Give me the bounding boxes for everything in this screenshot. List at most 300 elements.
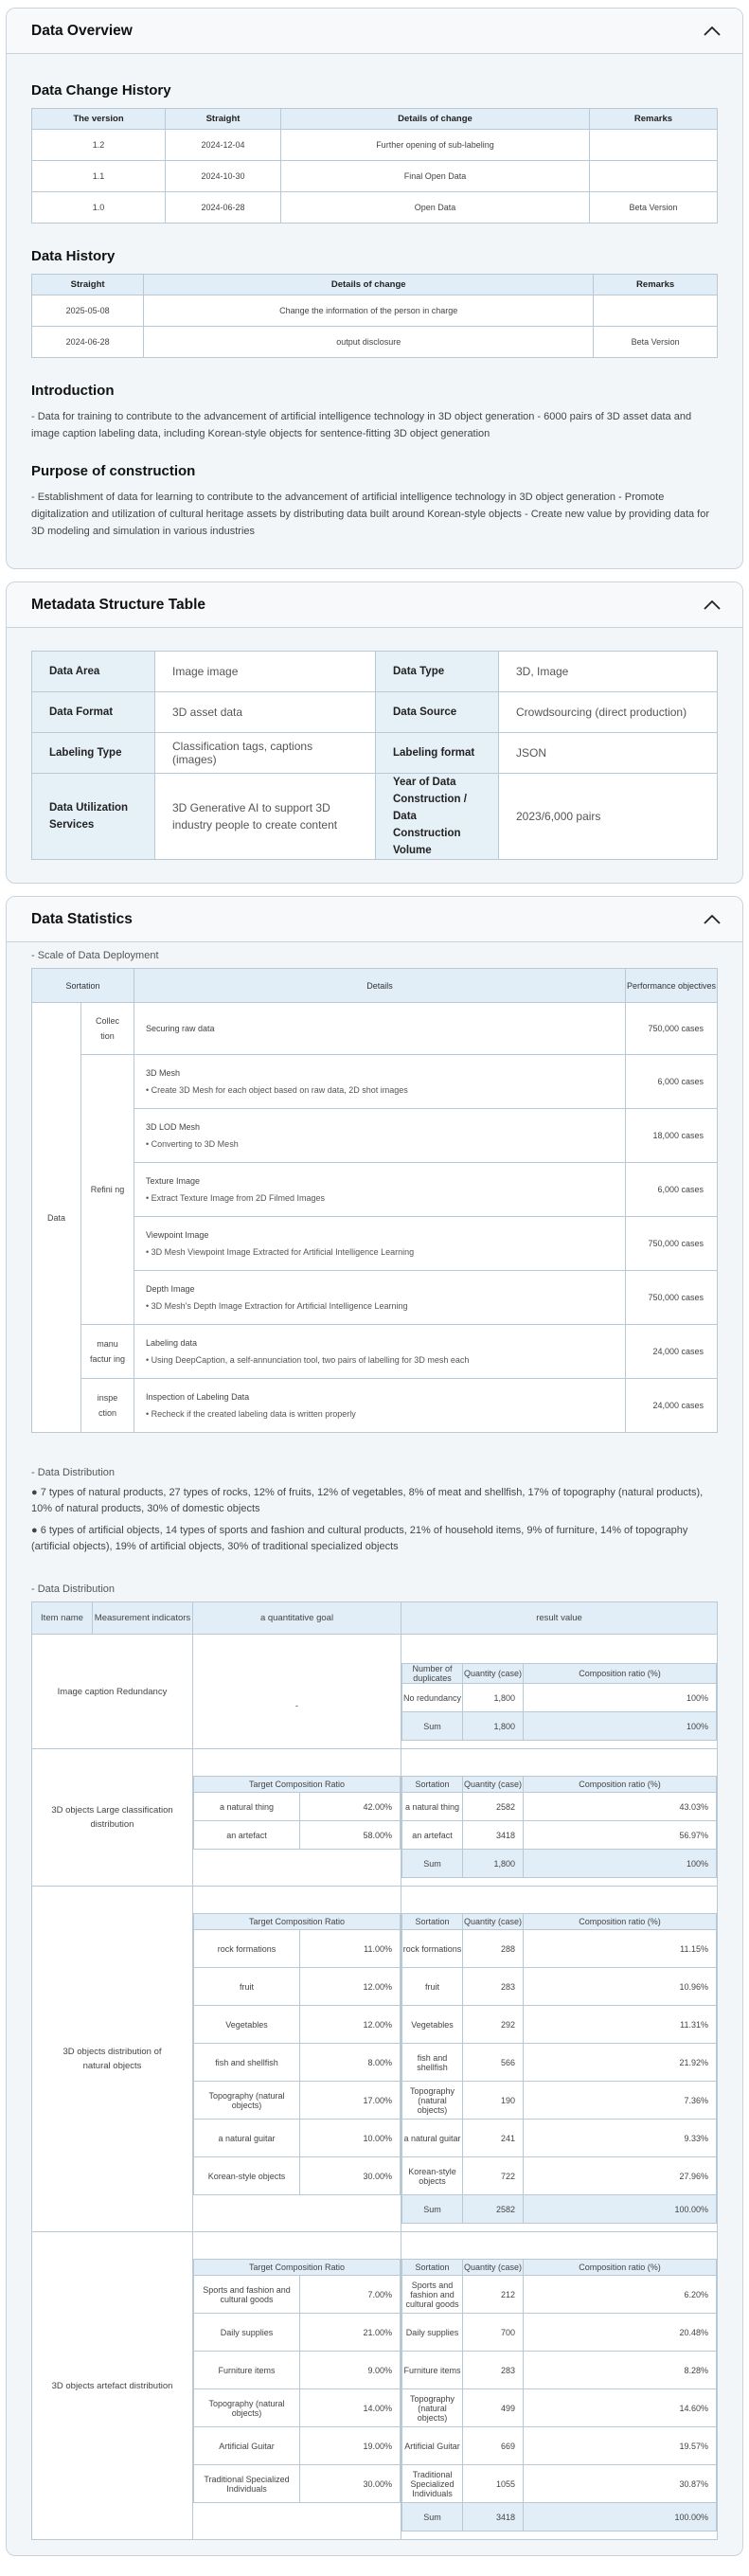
objective-cell: 6,000 cases [626,1163,718,1217]
subtable-cell: Traditional Specialized Individuals [402,2465,463,2503]
distribution-caption: - Data Distribution [31,1467,116,1478]
subtable-cell: 21.00% [300,2314,401,2352]
objective-cell: 750,000 cases [626,1003,718,1055]
subtable-cell: fruit [194,1968,300,2006]
section-title: Purpose of construction [31,463,196,479]
subtable-cell: 10.00% [300,2120,401,2157]
subtable-cell: 212 [463,2276,524,2314]
subtable-row [402,1930,717,1968]
table-cell: 2024-06-28 [32,327,144,358]
subtable-cell: 9.00% [300,2352,401,2389]
subtable-cell: 1055 [463,2465,524,2503]
subtable-holder [401,2232,718,2540]
subtable-cell: 10.96% [524,1968,717,2006]
subtable-header: Sortation [402,1914,463,1930]
chevron-up-icon[interactable] [701,910,723,929]
details-cell [134,1055,626,1109]
data-overview-panel [6,8,743,569]
subtable-header-row [194,1777,401,1793]
chevron-up-icon[interactable] [701,596,723,615]
details-title: Labeling data [146,1338,198,1348]
table-cell: Beta Version [589,192,717,224]
subtable-cell: 14.00% [300,2389,401,2427]
subtable-row [194,2352,401,2389]
table-row [32,1055,718,1109]
subtable-cell: 11.31% [524,2006,717,2044]
subtable-row [194,2427,401,2465]
header-item-name: Item name [32,1602,93,1635]
subtable-header-row [402,2260,717,2276]
metadata-value: Image image [155,652,376,692]
subtable-cell: 669 [463,2427,524,2465]
subtable-header: Target Composition Ratio [194,1914,401,1930]
subtable-row [194,2157,401,2195]
data-history-table [31,274,718,358]
details-cell [134,1379,626,1433]
details-bullet: • 3D Mesh Viewpoint Image Extracted for Artificial Intelligence Learning [146,1247,415,1257]
subtable-cell: 12.00% [300,2006,401,2044]
table-cell: 1.1 [32,161,166,192]
subtable-row [402,2352,717,2389]
subtable-row [402,1684,717,1712]
details-cell [134,1325,626,1379]
subtable-cell: 21.92% [524,2044,717,2082]
subtable-row [402,2044,717,2082]
subtable-cell: 11.15% [524,1930,717,1968]
column-header: Details of change [144,275,594,295]
subtable-cell: 499 [463,2389,524,2427]
column-header: Details of change [281,109,590,130]
subtable-cell: 43.03% [524,1793,717,1821]
subtable-cell: 566 [463,2044,524,2082]
objective-cell: 6,000 cases [626,1055,718,1109]
table-cell: Beta Version [594,327,718,358]
subtable-cell: 9.33% [524,2120,717,2157]
details-title: Inspection of Labeling Data [146,1392,250,1402]
metadata-value: JSON [499,733,718,774]
details-title: Securing raw data [146,1024,215,1033]
subtable-cell: 30.00% [300,2465,401,2503]
spacer [193,2503,401,2511]
subtable-header: Composition ratio (%) [524,1914,717,1930]
result-subtable [401,1776,717,1878]
subtable-cell: 20.48% [524,2314,717,2352]
table-row [32,161,718,192]
table-cell: 1.2 [32,130,166,161]
sum-cell: 100.00% [524,2195,717,2224]
table-row [32,1109,718,1163]
table-cell: 2024-10-30 [165,161,280,192]
subtable-row [194,2006,401,2044]
subtable-cell: 283 [463,2352,524,2389]
subtable-header: Composition ratio (%) [524,2260,717,2276]
sum-cell: Sum [402,2195,463,2224]
subtable-sum-row [402,2195,717,2224]
metadata-key: Year of Data Construction / Data Construction Volume [376,774,499,860]
subtable-cell: a natural guitar [402,2120,463,2157]
metadata-value: 3D asset data [155,692,376,733]
subtable-cell: Daily supplies [194,2314,300,2352]
sum-cell: 100% [524,1850,717,1878]
table-row [32,295,718,327]
spacer [401,2224,717,2231]
table-row [32,130,718,161]
subtable-header: Target Composition Ratio [194,2260,401,2276]
subtable-cell: 3418 [463,1821,524,1850]
details-cell [134,1003,626,1055]
subtable-holder [401,1635,718,1749]
subtable-row [402,2465,717,2503]
stage-cell: Collec tion [81,1003,134,1055]
result-subtable [401,1913,717,2224]
header-goal: a quantitative goal [193,1602,401,1635]
spacer [401,1741,717,1748]
subtable-cell: a natural thing [194,1793,300,1821]
sum-cell: Sum [402,1712,463,1741]
table-row [32,1003,718,1055]
subtable-header: Quantity (case) [463,1664,524,1684]
subtable-holder [401,1887,718,2232]
subtable-cell: 283 [463,1968,524,2006]
details-bullet: • Create 3D Mesh for each object based on raw data, 2D shot images [146,1085,408,1095]
section-title: Introduction [31,383,115,399]
details-title: Depth Image [146,1284,195,1294]
subtable-header: Sortation [402,1777,463,1793]
statistics-header[interactable] [7,897,742,942]
stage-cell: Refini ng [81,1055,134,1325]
header-result: result value [401,1602,718,1635]
subtable-row [194,1930,401,1968]
table-cell: 2024-12-04 [165,130,280,161]
sum-cell: 1,800 [463,1850,524,1878]
subtable-header: Number of duplicates [402,1664,463,1684]
objective-cell: 24,000 cases [626,1325,718,1379]
subtable-cell: 241 [463,2120,524,2157]
result-subtable [401,2259,717,2531]
subtable-cell: 12.00% [300,1968,401,2006]
table-row [32,1217,718,1271]
subtable-row [402,2276,717,2314]
header-measurement: Measurement indicators [93,1602,193,1635]
subtable-row [194,2082,401,2120]
metadata-table [31,651,718,860]
table-cell: Open Data [281,192,590,224]
distribution-table [31,1601,718,2540]
table-cell: 2024-06-28 [165,192,280,224]
subtable-cell: 14.60% [524,2389,717,2427]
section-title: Data History [31,248,116,264]
subtable-cell: an artefact [402,1821,463,1850]
metadata-row [32,774,718,860]
column-header: Remarks [589,109,717,130]
subtable-row [402,2120,717,2157]
column-header: Straight [165,109,280,130]
spacer [193,1850,401,1857]
result-subtable [401,1663,717,1741]
subtable-cell: Artificial Guitar [402,2427,463,2465]
subtable-cell: rock formations [402,1930,463,1968]
table-row [32,1325,718,1379]
subtable-row [402,2157,717,2195]
details-cell [134,1271,626,1325]
item-name-cell: 3D objects Large classification distribution [32,1749,193,1887]
subtable-cell: a natural guitar [194,2120,300,2157]
metadata-value: Classification tags, captions (images) [155,733,376,774]
column-header: Straight [32,275,144,295]
subtable-cell: Traditional Specialized Individuals [194,2465,300,2503]
subtable-row [194,2276,401,2314]
subtable-cell: 700 [463,2314,524,2352]
subtable-row [402,1821,717,1850]
sum-cell: 1,800 [463,1712,524,1741]
item-name-cell: 3D objects artefact distribution [32,2232,193,2540]
panel-title: Metadata Structure Table [31,596,206,613]
table-cell: Change the information of the person in charge [144,295,594,327]
subtable-cell: 7.36% [524,2082,717,2120]
data-overview-header[interactable] [7,9,742,54]
header-objectives: Performance objectives [626,969,718,1003]
metadata-row [32,692,718,733]
subtable-row [194,2120,401,2157]
subtable-row [194,1821,401,1850]
table-row [32,327,718,358]
table-cell: Further opening of sub-labeling [281,130,590,161]
subtable-header: Quantity (case) [463,1777,524,1793]
subtable-row [402,2427,717,2465]
introduction-text: - Data for training to contribute to the advancement of artificial intelligence technology in 3D object generation - 6000 pairs of 3D asset data and image caption labeling data, including Korean-style objects for sentence-fitting 3D object generation [31,411,692,439]
sum-cell: Sum [402,2503,463,2531]
subtable-row [402,2006,717,2044]
metadata-value: 3D Generative AI to support 3D industry people to create content [155,774,376,860]
details-bullet: • Recheck if the created labeling data is written properly [146,1409,356,1419]
table-cell: output disclosure [144,327,594,358]
subtable-cell: Artificial Guitar [194,2427,300,2465]
subtable-row [402,2389,717,2427]
subtable-header-row [402,1664,717,1684]
column-header: The version [32,109,166,130]
panel-title: Data Statistics [31,910,133,927]
subtable-cell: 11.00% [300,1930,401,1968]
header-sortation: Sortation [32,969,134,1003]
subtable-holder [193,2232,401,2540]
subtable-cell: fruit [402,1968,463,2006]
subtable-sum-row [402,2503,717,2531]
metadata-key: Data Area [32,652,155,692]
details-bullet: • Using DeepCaption, a self-annunciation tool, two pairs of labelling for 3D mesh each [146,1355,470,1365]
sum-cell: Sum [402,1850,463,1878]
details-title: Viewpoint Image [146,1230,209,1240]
distribution-row [32,1749,718,1887]
subtable-cell: 30.87% [524,2465,717,2503]
subtable-cell: 8.28% [524,2352,717,2389]
subtable-cell: 190 [463,2082,524,2120]
sum-cell: 3418 [463,2503,524,2531]
change-history-table [31,108,718,224]
subtable-cell: 56.97% [524,1821,717,1850]
subtable-cell: 288 [463,1930,524,1968]
distribution-row [32,1635,718,1749]
purpose-text: - Establishment of data for learning to contribute to the advancement of artificial intelligence technology in 3D object generation - Promote digitalization and utilization of cultural heritage assets by distributing data built around Korean-style objects - Create new value by providing data for 3D modeling and simulation in various industries [31,492,710,537]
subtable-cell: rock formations [194,1930,300,1968]
goal-cell: - [193,1635,401,1749]
subtable-header: Sortation [402,2260,463,2276]
metadata-value: 3D, Image [499,652,718,692]
spacer [401,2531,717,2539]
subtable-cell: Daily supplies [402,2314,463,2352]
subtable-row [402,2314,717,2352]
subtable-sum-row [402,1712,717,1741]
details-title: 3D Mesh [146,1068,181,1078]
subtable-holder [193,1887,401,2232]
target-subtable [193,2259,401,2503]
subtable-header: Composition ratio (%) [524,1777,717,1793]
distribution-natural-text: ● 7 types of natural products, 27 types of rocks, 12% of fruits, 12% of vegetables, 8% of meat and shellfish, 17% of topography (natural products), 10% of natural products, 30% of domestic objects [31,1487,704,1514]
subtable-cell: Korean-style objects [402,2157,463,2195]
subtable-cell: 42.00% [300,1793,401,1821]
subtable-row [402,2082,717,2120]
subtable-cell: 19.00% [300,2427,401,2465]
subtable-cell: Vegetables [402,2006,463,2044]
subtable-header: Composition ratio (%) [524,1664,717,1684]
subtable-row [194,2389,401,2427]
item-name-cell: 3D objects distribution of natural objects [32,1887,193,2232]
subtable-header-row [402,1914,717,1930]
sum-cell: 100% [524,1712,717,1741]
column-header: Remarks [594,275,718,295]
table-cell [589,161,717,192]
subtable-cell: Topography (natural objects) [402,2389,463,2427]
subtable-cell: 2582 [463,1793,524,1821]
table-cell [589,130,717,161]
metadata-key: Labeling Type [32,733,155,774]
panel-title: Data Overview [31,22,133,39]
table-cell [594,295,718,327]
metadata-panel [6,581,743,884]
subtable-row [402,1968,717,2006]
header-details: Details [134,969,626,1003]
objective-cell: 24,000 cases [626,1379,718,1433]
subtable-cell: 8.00% [300,2044,401,2082]
distribution-artificial-text: ● 6 types of artificial objects, 14 types of sports and fashion and cultural products, 21% of household items, 9% of furniture, 14% of topography (artificial objects), 19% of artificial objects, 30% of traditional specialized objects [31,1525,688,1552]
subtable-sum-row [402,1850,717,1878]
details-bullet: • 3D Mesh's Depth Image Extraction for Artificial Intelligence Learning [146,1301,408,1311]
subtable-cell: an artefact [194,1821,300,1850]
subtable-cell: 722 [463,2157,524,2195]
details-title: Texture Image [146,1176,201,1186]
subtable-row [194,2314,401,2352]
spacer [193,2195,401,2203]
metadata-row [32,652,718,692]
subtable-row [194,1793,401,1821]
subtable-header: Quantity (case) [463,1914,524,1930]
subtable-cell: Furniture items [194,2352,300,2389]
subtable-header: Quantity (case) [463,2260,524,2276]
table-row [32,1271,718,1325]
distribution-row [32,2232,718,2540]
target-subtable [193,1776,401,1850]
subtable-cell: 30.00% [300,2157,401,2195]
subtable-cell: 19.57% [524,2427,717,2465]
subtable-cell: Topography (natural objects) [194,2082,300,2120]
subtable-cell: Furniture items [402,2352,463,2389]
subtable-row [194,1968,401,2006]
subtable-cell: Topography (natural objects) [402,2082,463,2120]
subtable-header: Target Composition Ratio [194,1777,401,1793]
details-cell [134,1163,626,1217]
subtable-cell: 27.96% [524,2157,717,2195]
distribution-row [32,1887,718,2232]
details-title: 3D LOD Mesh [146,1122,201,1132]
target-subtable [193,1913,401,2195]
deployment-scale-table [31,968,718,1433]
subtable-holder [401,1749,718,1887]
subtable-cell: 6.20% [524,2276,717,2314]
subtable-cell: 100% [524,1684,717,1712]
subtable-header-row [402,1777,717,1793]
item-name-cell: Image caption Redundancy [32,1635,193,1749]
subtable-row [402,1793,717,1821]
metadata-value: Crowdsourcing (direct production) [499,692,718,733]
metadata-key: Data Utilization Services [32,774,155,860]
table-cell: 1.0 [32,192,166,224]
scale-caption: - Scale of Data Deployment [31,950,159,961]
sum-cell: 100.00% [524,2503,717,2531]
distribution-table-caption: - Data Distribution [31,1583,116,1595]
chevron-up-icon[interactable] [701,22,723,41]
subtable-cell: 17.00% [300,2082,401,2120]
metadata-row [32,733,718,774]
objective-cell: 750,000 cases [626,1217,718,1271]
subtable-cell: Topography (natural objects) [194,2389,300,2427]
stage-cell: inspe ction [81,1379,134,1433]
subtable-cell: 7.00% [300,2276,401,2314]
table-row [32,1163,718,1217]
section-title: Data Change History [31,82,171,98]
details-bullet: • Extract Texture Image from 2D Filmed Images [146,1193,326,1203]
subtable-holder [193,1749,401,1887]
subtable-cell: 58.00% [300,1821,401,1850]
metadata-key: Labeling format [376,733,499,774]
metadata-header[interactable] [7,582,742,628]
subtable-cell: Sports and fashion and cultural goods [402,2276,463,2314]
subtable-header-row [194,2260,401,2276]
table-row [32,1379,718,1433]
subtable-cell: 292 [463,2006,524,2044]
subtable-cell: Vegetables [194,2006,300,2044]
stage-cell: manu factur ing [81,1325,134,1379]
metadata-key: Data Type [376,652,499,692]
subtable-header-row [194,1914,401,1930]
metadata-key: Data Source [376,692,499,733]
table-cell: Final Open Data [281,161,590,192]
subtable-cell: fish and shellfish [402,2044,463,2082]
metadata-key: Data Format [32,692,155,733]
subtable-cell: a natural thing [402,1793,463,1821]
table-row [32,192,718,224]
details-cell [134,1217,626,1271]
objective-cell: 750,000 cases [626,1271,718,1325]
details-bullet: • Converting to 3D Mesh [146,1139,239,1149]
sum-cell: 2582 [463,2195,524,2224]
table-cell: 2025-05-08 [32,295,144,327]
group-cell: Data [32,1003,81,1433]
subtable-cell: Korean-style objects [194,2157,300,2195]
objective-cell: 18,000 cases [626,1109,718,1163]
subtable-cell: Sports and fashion and cultural goods [194,2276,300,2314]
spacer [401,1878,717,1886]
details-cell [134,1109,626,1163]
subtable-row [194,2044,401,2082]
